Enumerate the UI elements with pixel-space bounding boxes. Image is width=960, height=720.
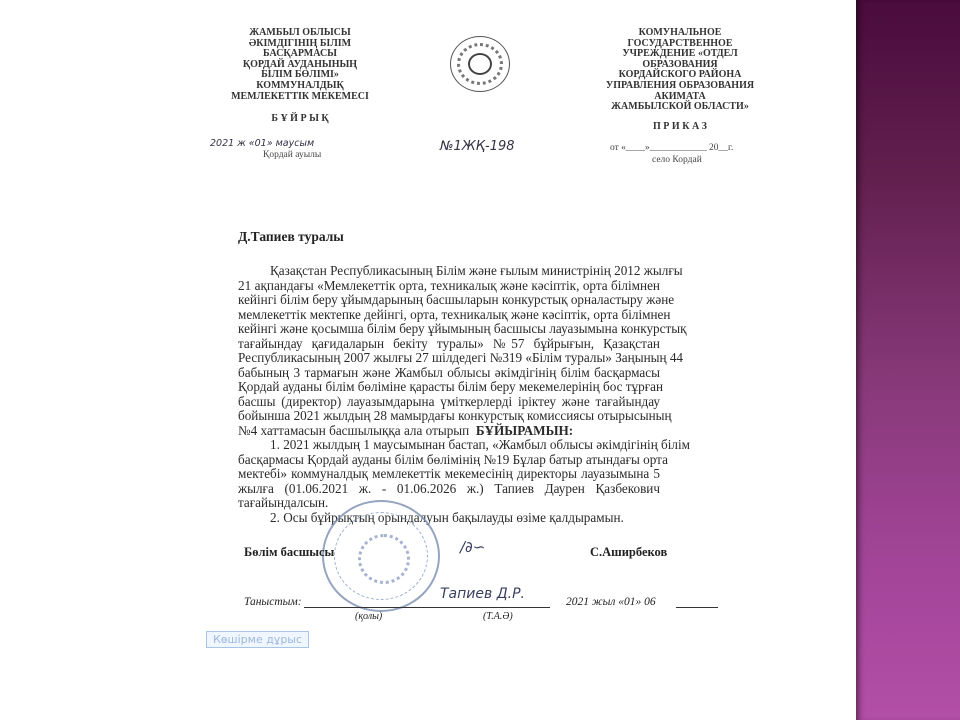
doc-type-kz: Б Ұ Й Р Ы Қ	[271, 113, 329, 124]
header-left-kz	[215, 28, 385, 102]
name-caption: (Т.А.Ә)	[483, 611, 513, 622]
header-line: ӘКІМДІГІНІҢ БІЛІМ	[248, 37, 352, 49]
item-2: 2. Осы бұйрықтың орындалуын бақылауды өзіме қалдырамын.	[270, 509, 624, 525]
place-kz: Қордай ауылы	[263, 150, 322, 160]
acknowledged-label: Таныстым:	[244, 596, 302, 608]
order-number: №1ЖҚ-198	[440, 139, 515, 154]
header-line: БІЛІМ БӨЛІМІ»	[261, 69, 339, 81]
slide-accent-strip	[856, 0, 960, 720]
header-line: ҚОРДАЙ АУДАНЫНЫҢ	[242, 58, 358, 70]
body-line: бабының 3 тармағын және Жамбыл облысы әкімдігінің білім басқармасы	[238, 364, 660, 380]
item-1-line: басқармасы Қордай ауданы білім бөлімінің №19 Бұлар батыр атындағы орта	[238, 451, 668, 467]
order-date-ru: от «____»____________ 20__г.	[610, 143, 734, 153]
body-line	[238, 424, 660, 438]
item-1-line: жылға (01.06.2021 ж. - 01.06.2026 ж.) Тапиев Даурен Қазбекович	[238, 480, 660, 496]
header-right-ru	[590, 28, 770, 113]
body-line: мемлекеттік мектепке дейінгі, орта, техникалық және кәсіптік, орта білімнен	[238, 306, 671, 322]
header-line: ГОСУДАРСТВЕННОЕ	[627, 37, 733, 49]
state-emblem-icon	[450, 36, 510, 92]
signature-line	[304, 607, 550, 608]
signature-mark-icon: ∕∂∽	[460, 538, 486, 556]
acknowledged-date: 2021 жыл «01» 06	[566, 596, 656, 608]
doc-type-ru: П Р И К А З	[653, 121, 707, 132]
header-line: ЖАМБЫЛСКОЙ ОБЛАСТИ»	[611, 101, 749, 113]
copy-certified-stamp: Көшірме дұрыс	[206, 631, 309, 648]
item-1-line: мектебі» коммуналдық мемлекеттік мекемесінің директоры лауазымына 5	[238, 466, 660, 481]
order-date-kz: 2021 ж «01» маусым	[210, 138, 315, 149]
header-line: КОРДАЙСКОГО РАЙОНА	[618, 69, 742, 81]
item-1-line: 1. 2021 жылдың 1 маусымынан бастап, «Жамбыл облысы әкімдігінің білім	[270, 437, 691, 452]
header-line: КОМУНАЛЬНОЕ	[638, 27, 722, 38]
body-line: 21 ақпандағы «Мемлекеттік орта, техникалық және кәсіптік, орта білімнен	[238, 277, 660, 293]
body-line: Қордай ауданы білім бөліміне қарасты білім беру мекемелерінің бос тұрған	[238, 379, 664, 394]
acknowledged-name: Тапиев Д.Р.	[440, 586, 525, 602]
signer-name: С.Аширбеков	[590, 545, 668, 559]
item-1-line: тағайындалсын.	[238, 495, 329, 510]
body-line: бойынша 2021 жылдың 28 мамырдағы конкурстық комиссиясы отырысының	[238, 408, 672, 423]
signer-position: Бөлім басшысы	[244, 545, 335, 559]
header-line: ОБРАЗОВАНИЯ	[642, 58, 718, 70]
header-line: КОММУНАЛДЫҚ	[256, 79, 344, 91]
header-line: УПРАВЛЕНИЯ ОБРАЗОВАНИЯ	[605, 79, 755, 91]
body-line: басшы (директор) лауазымдарына үміткерлерді іріктеу және тағайындау	[238, 393, 660, 409]
body-line: кейінгі білім беру ұйымдарының басшыларын конкурстық орналастыру және	[238, 292, 675, 307]
official-seal-icon	[322, 500, 440, 612]
body-line: Қазақстан Республикасының Білім және ғылым министрінің 2012 жылғы	[270, 263, 683, 278]
body-last-text: №4 хаттамасын басшылыққа ала отырып	[238, 422, 470, 438]
header-line: АКИМАТА	[654, 90, 706, 102]
place-ru: село Кордай	[652, 155, 702, 165]
body-line: кейінгі және қосымша білім беру ұйымының басшысы лауазымына конкурстық	[238, 321, 687, 336]
header-line: БАСҚАРМАСЫ	[262, 48, 338, 60]
document-title: Д.Тапиев туралы	[238, 229, 344, 244]
date-line	[676, 607, 718, 608]
body-line: тағайындау қағидаларын бекіту туралы» №57 бұйрығын, Қазақстан	[238, 335, 660, 351]
sign-caption: (қолы)	[355, 611, 383, 622]
header-line: ЖАМБЫЛ ОБЛЫСЫ	[249, 27, 351, 38]
header-line: УЧРЕЖДЕНИЕ «ОТДЕЛ	[622, 48, 738, 60]
order-word: БҰЙЫРАМЫН:	[475, 422, 574, 438]
body-line: Республикасының 2007 жылғы 27 шілдедегі №319 «Білім туралы» Заңының 44	[238, 350, 684, 365]
header-line: МЕМЛЕКЕТТІК МЕКЕМЕСІ	[231, 90, 369, 102]
